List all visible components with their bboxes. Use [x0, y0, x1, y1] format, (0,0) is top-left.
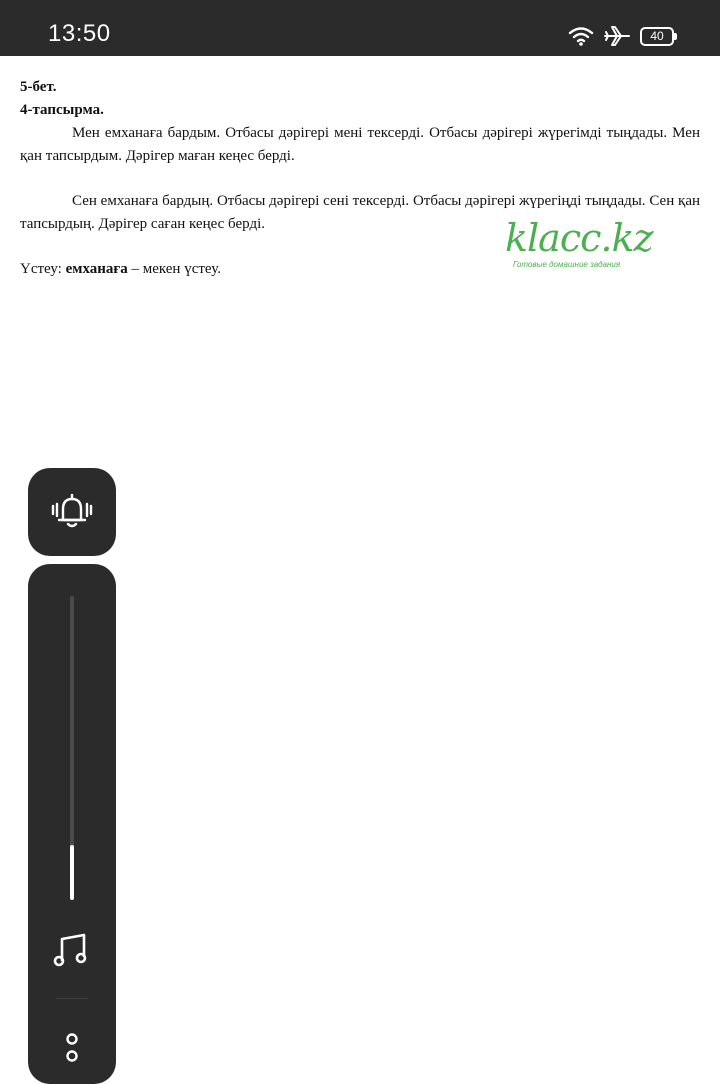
- ring-mode-button[interactable]: [28, 468, 116, 556]
- battery-icon: [640, 27, 674, 46]
- paragraph-1: Мен емханаға бардым. Отбасы дәрігері мені тексерді. Отбасы дәрігері жүрегімді тыңдады. Мен қан тапсырдым. Дәрігер маған кеңес берді.: [20, 125, 700, 164]
- airplane-icon: [604, 25, 630, 47]
- adverb-rest: – мекен үстеу.: [131, 261, 221, 277]
- page-label: 5-бет.: [20, 79, 57, 95]
- watermark-logo: [505, 216, 665, 276]
- watermark-text: klacc.kz: [505, 216, 653, 260]
- wifi-icon: [568, 26, 594, 46]
- volume-slider[interactable]: [70, 596, 74, 900]
- panel-divider: [56, 998, 88, 999]
- status-time: 13:50: [48, 20, 111, 47]
- adverb-word: емханаға: [65, 261, 128, 277]
- status-bar: [0, 0, 720, 56]
- battery-level: 40: [650, 29, 664, 43]
- volume-slider-fill: [70, 845, 74, 900]
- watermark-tagline: Готовые домашние задания: [513, 260, 621, 269]
- music-note-icon[interactable]: [52, 930, 92, 970]
- vibrate-bell-icon: [48, 492, 96, 532]
- status-icons: [568, 24, 674, 48]
- task-label: 4-тапсырма.: [20, 102, 104, 118]
- volume-panel: [28, 564, 116, 1084]
- more-dots-icon[interactable]: [62, 1030, 82, 1066]
- adverb-label: Үстеу:: [20, 261, 62, 277]
- paragraph-2: Сен емханаға бардың. Отбасы дәрігері сені тексерді. Отбасы дәрігері жүрегіңді тыңдады. Сен қан тапсырдың. Дәрігер саған кеңес берді.: [20, 193, 700, 232]
